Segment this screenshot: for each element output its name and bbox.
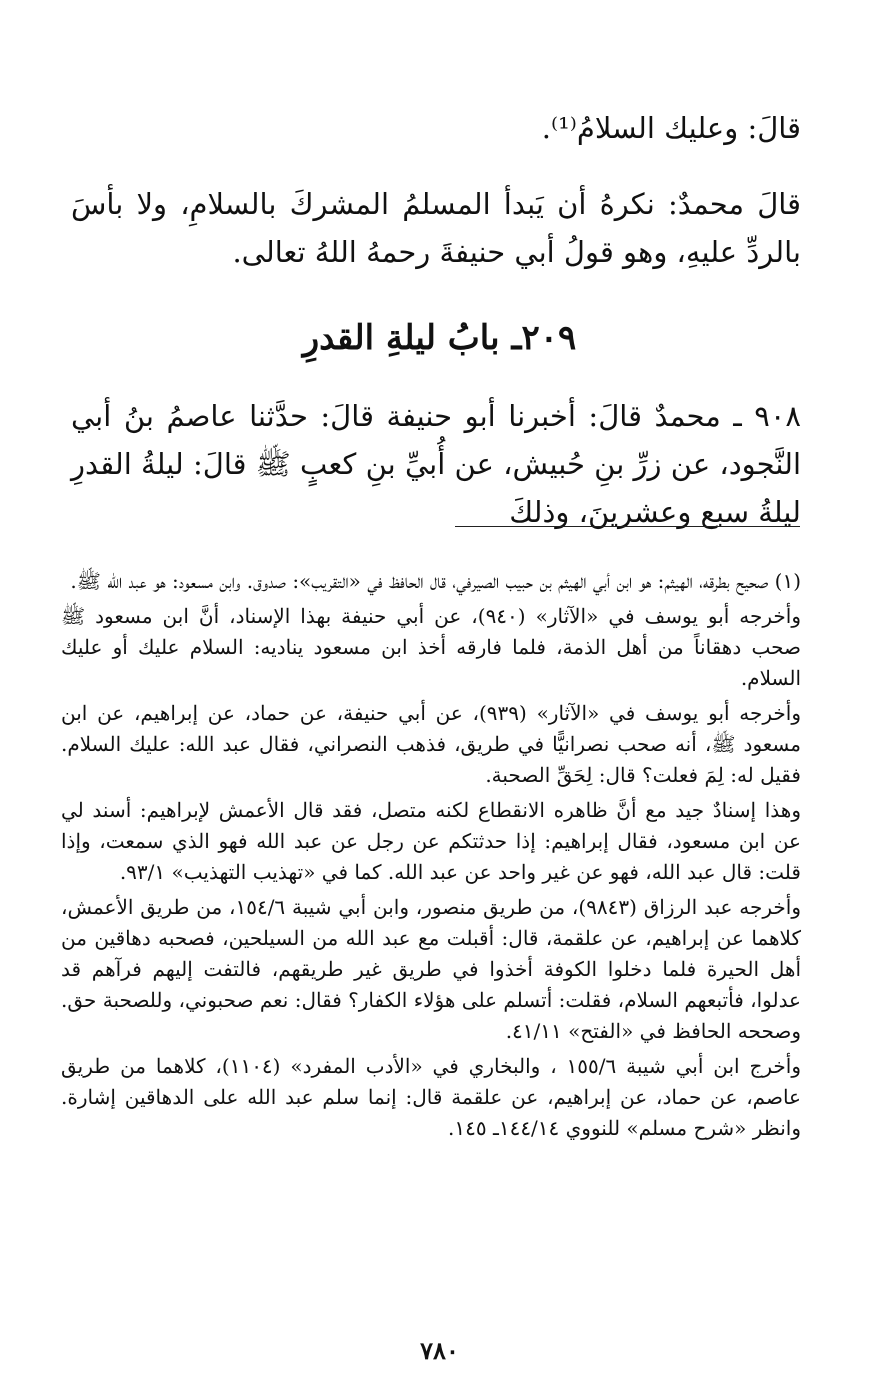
- reply-paragraph: قالَ: وعليك السلامُ⁽¹⁾.: [541, 111, 801, 145]
- footnote-paragraph: وأخرجه عبد الرزاق (٩٨٤٣)، من طريق منصور، وابن أبي شيبة ١٥٤/٦، من طريق الأعمش، كلاهما عن إبراهيم، عن علقمة، قال: أقبلت مع عبد الله من السيلحين، فصحبه دهاقين من أهل الحيرة فلما دخلوا الكوفة أخذوا في طريق غير طريقهم، فالتفت إليهم فرآهم قد عدلوا، فأتبعهم السلام، فقلت: أتسلم على هؤلاء الكفار؟ فقال: نعم صحبوني، وللصحبة حق. وصححه الحافظ في «الفتح» ٤١/١١.: [61, 895, 802, 1043]
- muhammad-ruling-paragraph: قالَ محمدٌ: نكرهُ أن يَبدأ المسلمُ المشركَ بالسلامِ، ولا بأسَ بالردِّ عليهِ، وهو قولُ أبي حنيفةَ رحمهُ اللهُ تعالى.: [71, 187, 801, 269]
- footnote-separator: [455, 526, 800, 527]
- footnote-paragraph: (١) صحيح بطرقه، الهيثم: هو ابن أبي الهيثم بن حبيب الصيرفي، قال الحافظ في «التقريب»: صدوق. وابن مسعود: هو عبد الله ﷺ.: [70, 569, 801, 593]
- footnote-paragraph: وهذا إسنادٌ جيد مع أنَّ ظاهره الانقطاع لكنه متصل، فقد قال الأعمش لإبراهيم: أسند لي عن ابن مسعود، فقال إبراهيم: إذا حدثتكم عن رجل عن عبد الله فهو الذي سمعت، وإذا قلت: قال عبد الله، فهو عن غير واحد عن عبد الله. كما في «تهذيب التهذيب» ٩٣/١.: [61, 798, 801, 884]
- footnote-paragraph: وأخرج ابن أبي شيبة ١٥٥/٦ ، والبخاري في «الأدب المفرد» (١١٠٤)، كلاهما من طريق عاصم، عن حماد، عن إبراهيم، عن علقمة قال: إنما سلم عبد الله على الدهاقين إشارة. وانظر «شرح مسلم» للنووي ١٤٤/١٤ـ ١٤٥.: [61, 1054, 802, 1140]
- footnotes-section: [61, 566, 801, 1148]
- hadith-908-paragraph: ٩٠٨ ـ محمدٌ قالَ: أخبرنا أبو حنيفة قالَ: حدَّثنا عاصمُ بنُ أبي النَّجود، عن زرِّ بنِ حُبيش، عن أُبيِّ بنِ كعبٍ ﷺ قالَ: ليلةُ القدرِ ليلةُ سبع وعشرينَ، وذلكَ: [71, 399, 801, 529]
- footnote-paragraph: وأخرجه أبو يوسف في «الآثار» (٩٣٩)، عن أبي حنيفة، عن حماد، عن إبراهيم، عن ابن مسعود ﷺ، أنه صحب نصرانيًّا في طريق، فذهب النصراني، فقال عبد الله: عليك السلام. فقيل له: لِمَ فعلت؟ قال: لِحَقِّ الصحبة.: [61, 701, 801, 787]
- chapter-heading: ٢٠٩ـ بابُ ليلةِ القدرِ: [302, 318, 577, 358]
- page-number: ٧٨٠: [420, 1336, 459, 1365]
- footnote-paragraph: وأخرجه أبو يوسف في «الآثار» (٩٤٠)، عن أبي حنيفة بهذا الإسناد، أنَّ ابن مسعود ﷺ صحب دهقاناً من أهل الذمة، فلما فارقه أخذ ابن مسعود يناديه: السلام عليك أو عليك السلام.: [61, 604, 801, 690]
